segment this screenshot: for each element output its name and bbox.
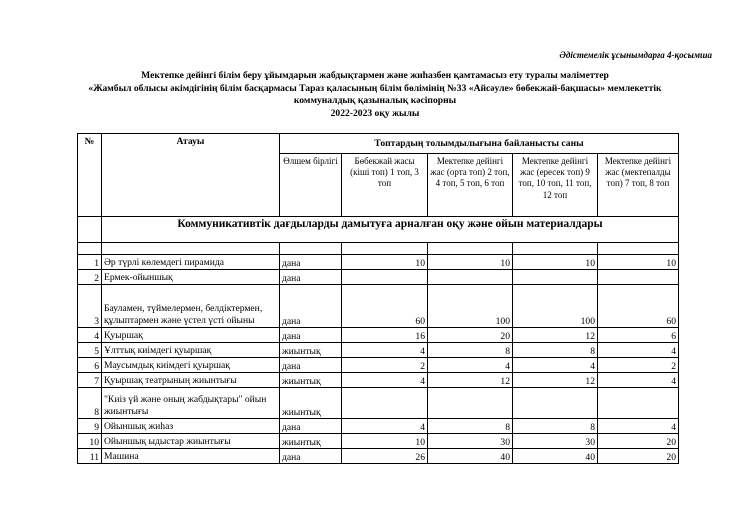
- blank-cell: [78, 243, 102, 255]
- row-number: 7: [78, 373, 102, 388]
- blank-cell: [102, 243, 280, 255]
- quantity-col-2: 20: [428, 328, 513, 343]
- quantity-col-1: 4: [342, 373, 428, 388]
- table-row: [78, 373, 679, 388]
- item-name: Бауламен, түймелермен, белдіктермен, құлыптармен және үстел үсті ойыны: [102, 285, 280, 328]
- quantity-col-2: [428, 270, 513, 285]
- item-name: Ойыншық жиһаз: [102, 419, 280, 434]
- unit-of-measure: дана: [280, 449, 342, 464]
- unit-of-measure: жиынтық: [280, 388, 342, 419]
- table-row: [78, 388, 679, 419]
- section-title: Коммуникативтік дағдыларды дамытуға арналған оқу және ойын материалдары: [102, 217, 679, 243]
- item-name: Қуыршақ: [102, 328, 280, 343]
- quantity-col-2: 30: [428, 434, 513, 449]
- quantity-col-2: 100: [428, 285, 513, 328]
- quantity-col-1: 26: [342, 449, 428, 464]
- unit-of-measure: дана: [280, 419, 342, 434]
- quantity-col-1: 16: [342, 328, 428, 343]
- title-line: «Жамбыл облысы әкімдігінің білім басқармасы Тараз қаласының білім бөлімінің №33 «Айсәуле» бөбекжай-бақшасы» мемлекеттік: [88, 82, 662, 94]
- quantity-col-3: 40: [513, 449, 598, 464]
- section-num-cell: [78, 217, 102, 243]
- quantity-col-2: 4: [428, 358, 513, 373]
- item-name: Қуыршақ театрының жиынтығы: [102, 373, 280, 388]
- blank-cell: [428, 243, 513, 255]
- title-line: Мектепке дейінгі білім беру ұйымдарын жабдықтармен және жиһазбен қамтамасыз ету туралы мәліметтер: [141, 70, 609, 81]
- quantity-col-4: 10: [598, 255, 679, 270]
- unit-of-measure: жиынтық: [280, 434, 342, 449]
- blank-cell: [513, 243, 598, 255]
- unit-of-measure: дана: [280, 358, 342, 373]
- table-row: [78, 358, 679, 373]
- quantity-col-4: 20: [598, 434, 679, 449]
- item-name: Ойыншық ыдыстар жиынтығы: [102, 434, 280, 449]
- document-title: [40, 70, 710, 120]
- quantity-col-3: 8: [513, 343, 598, 358]
- item-name: Әр түрлі көлемдегі пирамида: [102, 255, 280, 270]
- quantity-col-2: 40: [428, 449, 513, 464]
- header-col-4: Мектепке дейінгі жас (мектепалды топ) 7 топ, 8 топ: [598, 154, 679, 217]
- header-num: №: [78, 134, 102, 217]
- quantity-col-3: 10: [513, 255, 598, 270]
- quantity-col-1: 2: [342, 358, 428, 373]
- quantity-col-4: 4: [598, 373, 679, 388]
- quantity-col-3: 4: [513, 358, 598, 373]
- table-row: [78, 328, 679, 343]
- title-line: 2022-2023 оқу жылы: [330, 107, 420, 119]
- row-number: 10: [78, 434, 102, 449]
- row-number: 3: [78, 285, 102, 328]
- table-row: [78, 270, 679, 285]
- unit-of-measure: дана: [280, 255, 342, 270]
- quantity-col-1: 10: [342, 255, 428, 270]
- quantity-col-3: 12: [513, 373, 598, 388]
- table-row: [78, 343, 679, 358]
- quantity-col-3: 30: [513, 434, 598, 449]
- row-number: 1: [78, 255, 102, 270]
- quantity-col-1: 4: [342, 343, 428, 358]
- quantity-col-2: 8: [428, 343, 513, 358]
- quantity-col-1: 4: [342, 419, 428, 434]
- row-number: 8: [78, 388, 102, 419]
- quantity-col-3: 12: [513, 328, 598, 343]
- unit-of-measure: жиынтық: [280, 373, 342, 388]
- blank-cell: [280, 243, 342, 255]
- item-name: Маусымдық киімдегі қуыршақ: [102, 358, 280, 373]
- blank-cell: [342, 243, 428, 255]
- quantity-col-4: 6: [598, 328, 679, 343]
- item-name: Машина: [102, 449, 280, 464]
- header-name: Атауы: [102, 134, 280, 217]
- quantity-col-4: [598, 270, 679, 285]
- unit-of-measure: дана: [280, 270, 342, 285]
- unit-of-measure: жиынтық: [280, 343, 342, 358]
- table-row: [78, 255, 679, 270]
- quantity-col-3: 100: [513, 285, 598, 328]
- quantity-col-2: 10: [428, 255, 513, 270]
- quantity-col-3: [513, 270, 598, 285]
- header-col-1: Бөбекжай жасы (кіші топ) 1 топ, 3 топ: [342, 154, 428, 217]
- row-number: 11: [78, 449, 102, 464]
- quantity-col-2: [428, 388, 513, 419]
- table-row: [78, 434, 679, 449]
- blank-cell: [598, 243, 679, 255]
- quantity-col-1: [342, 270, 428, 285]
- item-name: "Киіз үй және оның жабдықтары" ойын жиынтығы: [102, 388, 280, 419]
- quantity-col-1: [342, 388, 428, 419]
- header-group: Топтардың толымдылығына байланысты саны: [280, 134, 679, 154]
- quantity-col-4: 60: [598, 285, 679, 328]
- quantity-col-1: 10: [342, 434, 428, 449]
- table-row: [78, 419, 679, 434]
- unit-of-measure: дана: [280, 285, 342, 328]
- table-row: [78, 449, 679, 464]
- row-number: 6: [78, 358, 102, 373]
- header-unit: Өлшем бірлігі: [280, 154, 342, 217]
- quantity-col-3: [513, 388, 598, 419]
- row-number: 4: [78, 328, 102, 343]
- header-col-3: Мектепке дейінгі жас (ересек топ) 9 топ, 10 топ, 11 топ, 12 топ: [513, 154, 598, 217]
- quantity-col-3: 8: [513, 419, 598, 434]
- quantity-col-4: 4: [598, 419, 679, 434]
- equipment-table: [77, 133, 679, 464]
- item-name: Ермек-ойыншық: [102, 270, 280, 285]
- quantity-col-4: 4: [598, 343, 679, 358]
- quantity-col-4: 20: [598, 449, 679, 464]
- quantity-col-2: 8: [428, 419, 513, 434]
- quantity-col-2: 12: [428, 373, 513, 388]
- row-number: 9: [78, 419, 102, 434]
- header-col-2: Мектепке дейінгі жас (орта топ) 2 топ, 4 топ, 5 топ, 6 топ: [428, 154, 513, 217]
- quantity-col-1: 60: [342, 285, 428, 328]
- appendix-label: Әдістемелік ұсынымдарға 4-қосымша: [559, 50, 712, 60]
- title-line: коммуналдық қазыналық кәсіпорны: [293, 95, 457, 107]
- item-name: Ұлттық киімдегі қуыршақ: [102, 343, 280, 358]
- table-row: [78, 285, 679, 328]
- quantity-col-4: 2: [598, 358, 679, 373]
- quantity-col-4: [598, 388, 679, 419]
- unit-of-measure: дана: [280, 328, 342, 343]
- row-number: 2: [78, 270, 102, 285]
- row-number: 5: [78, 343, 102, 358]
